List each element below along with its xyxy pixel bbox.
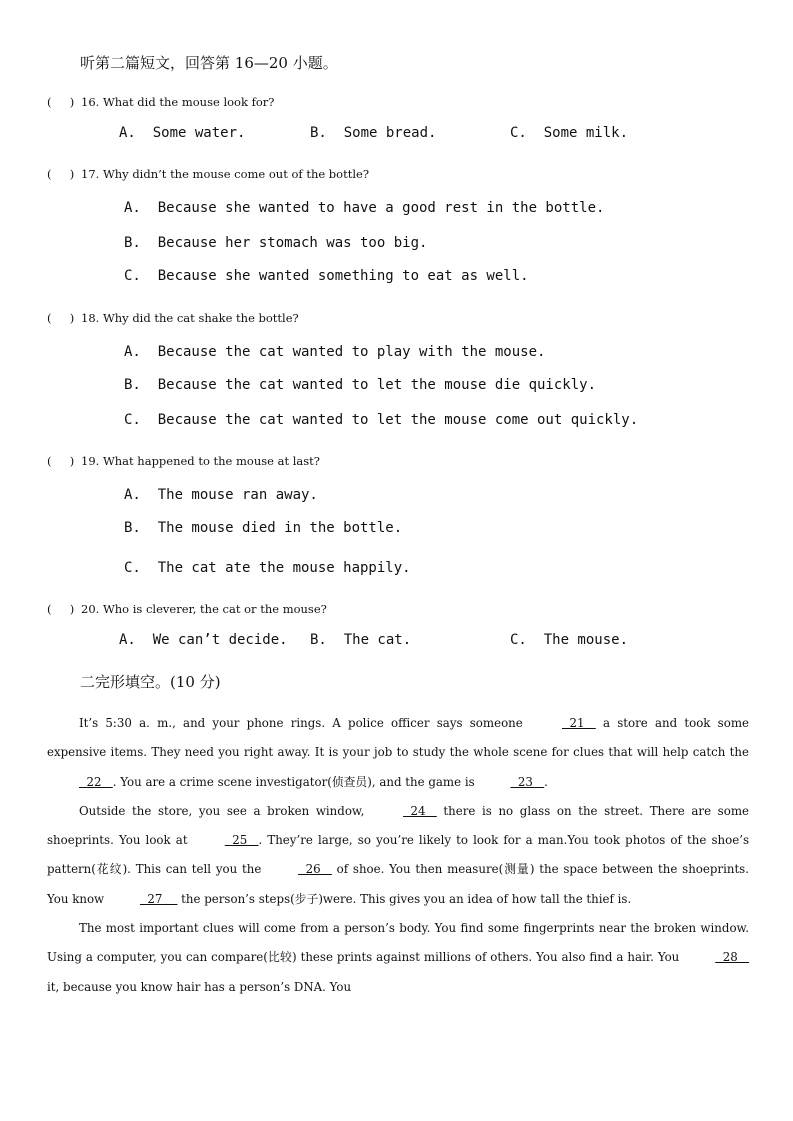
question-paren-17[interactable]: ( ) [47,167,75,181]
text-run: Outside the store, you see a broken window, [79,803,372,818]
text-run: . They’re large, so you’re likely to look for a man.You took photos of the shoe’s pattern(花纹). This can tell you the [47,833,749,877]
blank-22[interactable]: 22 [79,774,113,789]
text-run: it, because you know hair has a person’s DNA. You [47,979,352,994]
question-paren-18[interactable]: ( ) [47,311,75,325]
option-18-c[interactable]: C. Because the cat wanted to let the mouse come out quickly. [124,412,639,428]
cloze-paragraph-1 [47,709,749,797]
option-18-a[interactable]: A. Because the cat wanted to play with the mouse. [124,344,546,360]
blank-27[interactable]: 27 [139,891,178,906]
question-paren-16[interactable]: ( ) [47,95,75,109]
option-20-c[interactable]: C. The mouse. [510,632,629,648]
option-18-b[interactable]: B. Because the cat wanted to let the mouse die quickly. [124,377,597,393]
text-run: . You are a crime scene investigator(侦查员), and the game is [112,774,479,789]
option-16-b[interactable]: B. Some bread. [310,125,437,141]
cloze-paragraph-2 [47,797,749,914]
option-16-c[interactable]: C. Some milk. [510,125,629,141]
blank-24[interactable]: 24 [403,803,437,818]
cloze-paragraph-3 [47,914,749,1002]
option-16-a[interactable]: A. Some water. [119,125,246,141]
cloze-passage [47,709,749,1002]
question-text-16: 16. What did the mouse look for? [81,95,275,109]
blank-26[interactable]: 26 [298,862,332,877]
section-heading-listening: 听第二篇短文，回答第 16—20 小题。 [80,54,338,72]
section-heading-cloze: 二完形填空。(10 分) [80,673,221,691]
option-20-a[interactable]: A. We can’t decide. [119,632,288,648]
option-19-b[interactable]: B. The mouse died in the bottle. [124,520,403,536]
text-run: It’s 5:30 a. m., and your phone rings. A police officer says someone [79,716,530,730]
text-run: a store and took some expensive items. They need you right away. It is your job to study the whole scene for clues that will help catch the [47,716,749,760]
question-paren-19[interactable]: ( ) [47,454,75,468]
option-17-c[interactable]: C. Because she wanted something to eat as well. [124,268,529,284]
question-text-19: 19. What happened to the mouse at last? [81,454,320,468]
text-run: the person’s steps(步子)were. This gives you an idea of how tall the thief is. [177,891,632,906]
blank-25[interactable]: 25 [224,833,259,848]
question-text-20: 20. Who is cleverer, the cat or the mouse? [81,602,327,616]
text-run: there is no glass on the street. There are some shoeprints. You look at [47,803,750,848]
option-17-a[interactable]: A. Because she wanted to have a good rest in the bottle. [124,200,605,216]
blank-21[interactable]: 21 [561,716,596,730]
option-17-b[interactable]: B. Because her stomach was too big. [124,235,428,251]
text-run: The most important clues will come from a person’s body. You find some fingerprints near the broken window. Using a computer, you can compare(比较) these prints against millions of others. You also find a hair. You [47,921,749,965]
option-19-a[interactable]: A. The mouse ran away. [124,487,318,503]
option-20-b[interactable]: B. The cat. [310,632,412,648]
question-text-18: 18. Why did the cat shake the bottle? [81,311,299,325]
question-paren-20[interactable]: ( ) [47,602,75,616]
question-text-17: 17. Why didn’t the mouse come out of the bottle? [81,167,369,181]
text-run: . [544,774,548,789]
blank-28[interactable]: 28 [715,950,749,965]
blank-23[interactable]: 23 [510,774,545,789]
option-19-c[interactable]: C. The cat ate the mouse happily. [124,560,411,576]
text-run: of shoe. You then measure(测量) the space between the shoeprints. You know [47,862,749,906]
